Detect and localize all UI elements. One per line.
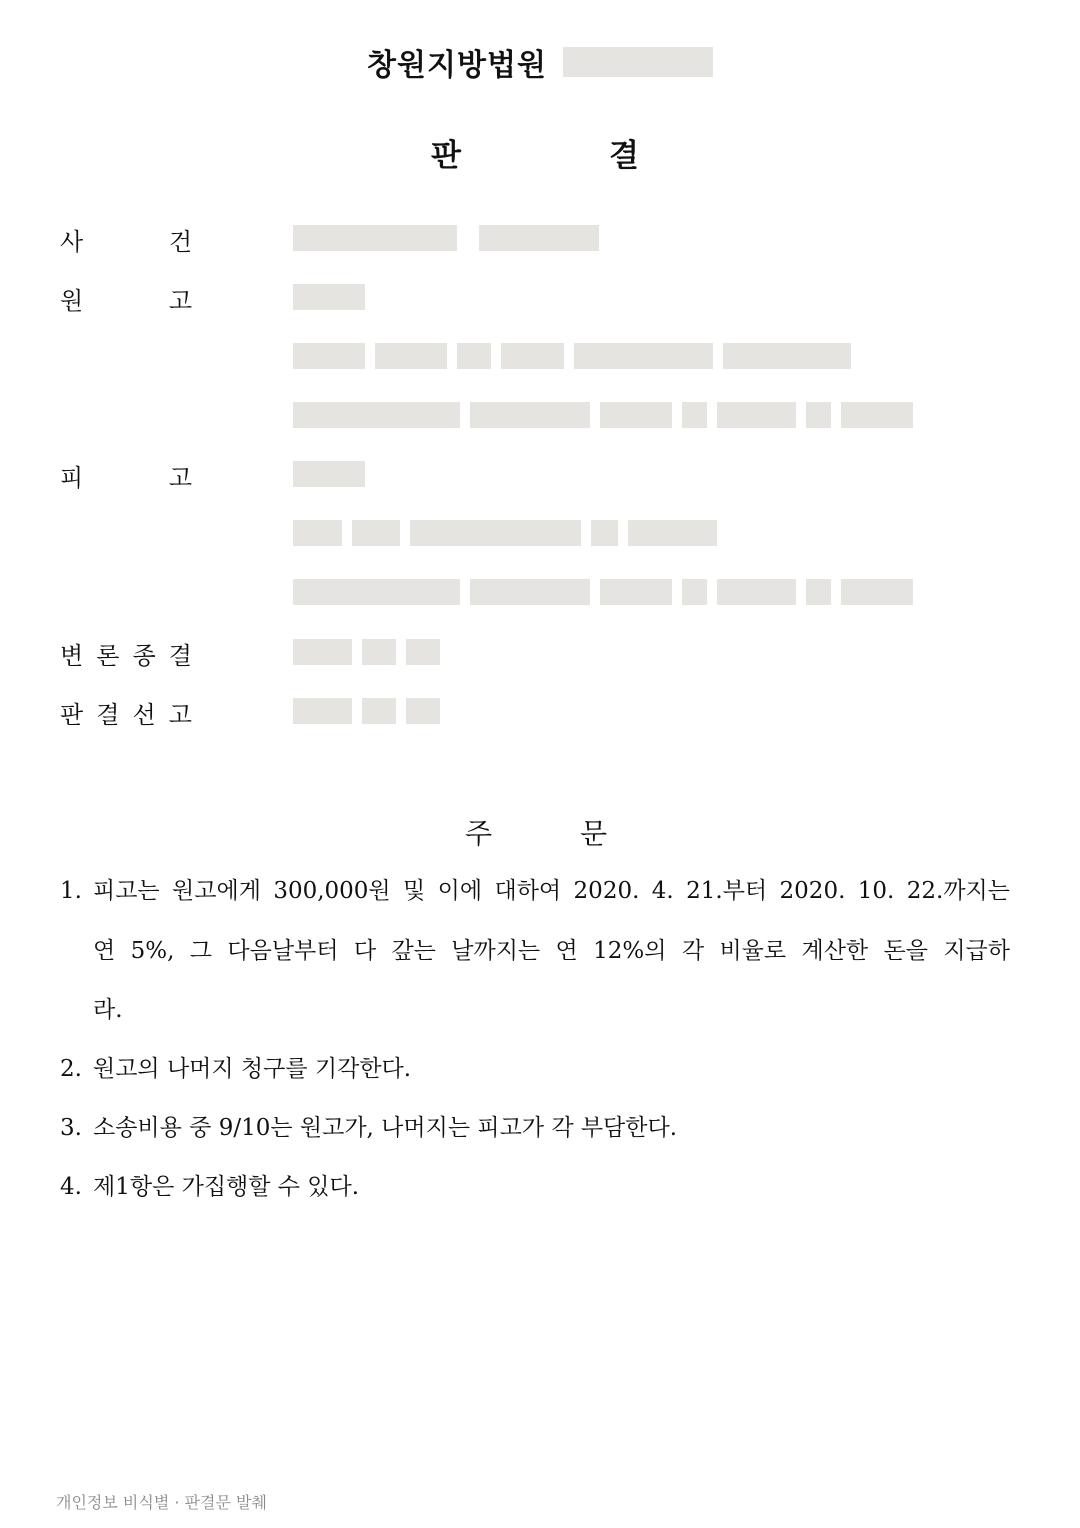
redaction-block bbox=[293, 698, 352, 724]
redacted-defendant-address-2 bbox=[293, 579, 913, 605]
label-defendant-char-1: 피 bbox=[60, 464, 84, 492]
redaction-block bbox=[717, 579, 796, 605]
label-judgment-char-4: 고 bbox=[168, 701, 192, 729]
order-item-line bbox=[60, 862, 1010, 922]
redacted-plaintiff-address-1 bbox=[293, 343, 851, 369]
redacted-plaintiff-name bbox=[293, 284, 365, 310]
redaction-block bbox=[293, 639, 352, 665]
redaction-block bbox=[806, 579, 831, 605]
redaction-block bbox=[723, 343, 851, 369]
order-item-number: 1. bbox=[60, 878, 82, 904]
order-item-3 bbox=[60, 1099, 1010, 1159]
redaction-block bbox=[682, 579, 707, 605]
redaction-block bbox=[600, 402, 672, 428]
order-item-line: 라. bbox=[93, 997, 123, 1023]
redaction-block bbox=[841, 579, 913, 605]
order-item-2 bbox=[60, 1040, 1010, 1100]
order-heading-char-2: 문 bbox=[580, 817, 608, 850]
redacted-plaintiff-address-2 bbox=[293, 402, 913, 428]
label-closing-char-4: 결 bbox=[168, 642, 192, 670]
court-header bbox=[0, 40, 1080, 84]
redaction-block bbox=[628, 520, 717, 546]
label-defendant-char-2: 고 bbox=[168, 464, 192, 492]
label-judgment-date bbox=[60, 695, 192, 730]
label-plaintiff-char-2: 고 bbox=[168, 287, 192, 315]
redaction-block bbox=[600, 579, 672, 605]
order-item-number: 3. bbox=[60, 1115, 82, 1141]
redaction-block bbox=[293, 225, 457, 251]
redaction-block bbox=[293, 579, 460, 605]
redaction-block bbox=[362, 698, 396, 724]
redacted-defendant-name bbox=[293, 461, 365, 487]
redacted-defendant-address-1 bbox=[293, 520, 717, 546]
redaction-block bbox=[457, 343, 491, 369]
redaction-block bbox=[293, 284, 365, 310]
label-case-char-1: 사 bbox=[60, 228, 84, 256]
redaction-block bbox=[293, 520, 342, 546]
order-item-text: 피고는 원고에게 300,000원 및 이에 대하여 2020. 4. 21.부터 2020. 10. 22.까지는 bbox=[93, 878, 1010, 904]
label-closing-char-1: 변 bbox=[60, 642, 84, 670]
order-item-1 bbox=[60, 862, 1010, 1041]
redaction-block bbox=[375, 343, 447, 369]
label-case-char-2: 건 bbox=[168, 228, 192, 256]
redacted-judgment-date bbox=[293, 698, 440, 724]
label-closing-char-2: 론 bbox=[96, 642, 120, 670]
label-plaintiff-char-1: 원 bbox=[60, 287, 84, 315]
redaction-block bbox=[470, 579, 590, 605]
document-title-char-1: 판 bbox=[431, 138, 461, 174]
redacted-court-branch bbox=[563, 47, 713, 77]
label-judgment-char-1: 판 bbox=[60, 701, 84, 729]
redaction-block bbox=[406, 698, 440, 724]
redaction-block bbox=[352, 520, 400, 546]
order-item-text: 소송비용 중 9/10는 원고가, 나머지는 피고가 각 부담한다. bbox=[93, 1115, 678, 1141]
label-closing-char-3: 종 bbox=[132, 642, 156, 670]
redaction-block bbox=[841, 402, 913, 428]
order-heading-char-1: 주 bbox=[465, 817, 493, 850]
document-title-char-2: 결 bbox=[609, 138, 639, 174]
redaction-block bbox=[293, 343, 365, 369]
redaction-block bbox=[406, 639, 440, 665]
court-name: 창원지방법원 bbox=[367, 48, 547, 83]
label-closing-argument bbox=[60, 636, 192, 671]
redaction-block bbox=[293, 461, 365, 487]
order-item-number: 2. bbox=[60, 1056, 82, 1082]
order-item-4 bbox=[60, 1158, 1010, 1218]
label-judgment-char-2: 결 bbox=[96, 701, 120, 729]
label-plaintiff bbox=[60, 281, 192, 316]
redaction-block bbox=[362, 639, 396, 665]
redaction-block bbox=[591, 520, 618, 546]
redaction-block bbox=[501, 343, 564, 369]
redaction-block bbox=[479, 225, 599, 251]
redaction-block bbox=[682, 402, 707, 428]
order-item-number: 4. bbox=[60, 1174, 82, 1200]
order-item-text: 제1항은 가집행할 수 있다. bbox=[93, 1174, 360, 1200]
redacted-closing-date bbox=[293, 639, 440, 665]
redaction-block bbox=[293, 402, 460, 428]
redaction-block bbox=[410, 520, 581, 546]
redaction-block bbox=[470, 402, 590, 428]
label-case bbox=[60, 222, 192, 257]
label-defendant bbox=[60, 458, 192, 493]
label-judgment-char-3: 선 bbox=[132, 701, 156, 729]
redaction-block bbox=[574, 343, 713, 369]
footer-note: 개인정보 비식별 · 판결문 발췌 bbox=[56, 1493, 267, 1512]
redaction-block bbox=[806, 402, 831, 428]
order-item-text: 원고의 나머지 청구를 기각한다. bbox=[93, 1056, 412, 1082]
order-item-line: 연 5%, 그 다음날부터 다 갚는 날까지는 연 12%의 각 비율로 계산한 돈을 지급하 bbox=[93, 937, 1010, 964]
redaction-block bbox=[717, 402, 796, 428]
redacted-case-number bbox=[293, 225, 599, 251]
